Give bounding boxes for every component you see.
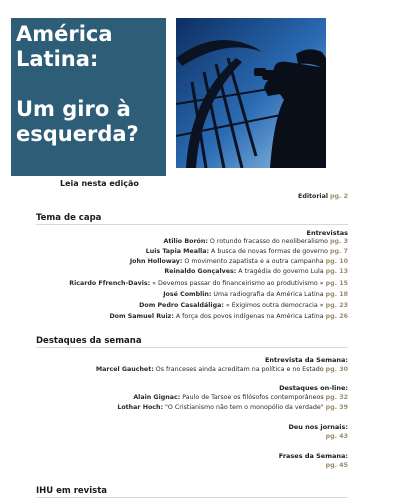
page-number: pg. 39 <box>325 404 348 411</box>
toc-title: A força dos povos indígenas na América Latina <box>173 313 326 320</box>
toc-entry[interactable] <box>69 280 348 288</box>
cover-title-line: Latina: <box>16 47 99 71</box>
edition-label: Leia nesta edição <box>60 179 139 188</box>
toc-entry[interactable] <box>164 268 348 276</box>
toc-author: Dom Samuel Ruiz: <box>109 313 174 320</box>
subsection-deu-nos-jornais: Deu nos jornais: <box>288 423 348 431</box>
toc-title: « Devemos passar do financeirismo ao produtivismo » <box>150 280 326 287</box>
editorial-label: Editorial <box>298 193 328 200</box>
section-heading-tema: Tema de capa <box>36 213 102 223</box>
toc-title: Os franceses ainda acreditam na política e no Estado <box>153 366 326 373</box>
cover-title <box>16 22 166 147</box>
subsection-entrevistas: Entrevistas <box>306 229 348 237</box>
toc-author: Reinaldo Gonçalves: <box>164 268 237 275</box>
page-number: pg. 10 <box>325 258 348 265</box>
editorial-entry[interactable] <box>298 193 348 201</box>
page-number: pg. 2 <box>330 193 348 200</box>
toc-entry[interactable] <box>163 238 348 246</box>
page-number: pg. 26 <box>325 313 348 320</box>
page-number[interactable]: pg. 43 <box>325 433 348 440</box>
section-heading-ihu: IHU em revista <box>36 486 107 496</box>
page-number: pg. 18 <box>325 291 348 298</box>
toc-title: « Exigimos outra democracia » <box>223 302 326 309</box>
toc-entry[interactable] <box>163 291 348 299</box>
toc-title: Paulo de Tarsoe os filósofos contemporâneos <box>180 394 326 401</box>
toc-entry[interactable] <box>96 366 348 374</box>
page-number: pg. 3 <box>330 238 348 245</box>
cover-title-line: esquerda? <box>16 122 139 146</box>
toc-entry[interactable] <box>117 404 348 412</box>
subsection-frases-semana: Frases da Semana: <box>278 452 348 460</box>
page-number[interactable]: pg. 45 <box>325 462 348 469</box>
section-heading-destaques: Destaques da semana <box>36 336 142 346</box>
page-number: pg. 32 <box>325 394 348 401</box>
toc-title: "O Cristianismo não tem o monopólio da verdade" <box>163 404 326 411</box>
cover-photo-image <box>176 18 326 168</box>
toc-author: Luis Tapia Mealla: <box>145 248 210 255</box>
toc-author: Ricardo Ffrench-Davis: <box>69 280 151 287</box>
toc-entry[interactable] <box>146 248 348 256</box>
page-number: pg. 7 <box>330 248 348 255</box>
cover-title-line: Um giro à <box>16 97 131 121</box>
subsection-destaques-online: Destaques on-line: <box>279 384 348 392</box>
section-divider <box>36 497 348 498</box>
toc-title: Uma radiografia da América Latina <box>211 291 326 298</box>
toc-entry[interactable] <box>130 258 348 266</box>
toc-author: José Comblin: <box>163 291 212 298</box>
section-divider <box>36 347 348 348</box>
toc-title: A tragédia do governo Lula <box>236 268 326 275</box>
toc-title: O rotundo fracasso do neoliberalismo <box>207 238 331 245</box>
toc-author: Alain Gignac: <box>133 394 181 401</box>
cover-title-spacer <box>16 72 166 97</box>
toc-entry[interactable] <box>109 313 348 321</box>
page-number: pg. 15 <box>325 280 348 287</box>
toc-entry[interactable] <box>133 394 348 402</box>
toc-title: O movimento zapatista e a outra campanha <box>182 258 326 265</box>
toc-author: Atilio Borón: <box>163 238 208 245</box>
toc-author: Lothar Hoch: <box>117 404 164 411</box>
toc-author: Dom Pedro Casaldáliga: <box>139 302 224 309</box>
cover-title-line: América <box>16 22 113 46</box>
toc-entry[interactable] <box>139 302 348 310</box>
cover-photo <box>176 18 326 168</box>
toc-author: John Holloway: <box>129 258 183 265</box>
page-number: pg. 30 <box>325 366 348 373</box>
toc-title: A busca de novas formas de governo <box>209 248 331 255</box>
section-divider <box>36 224 348 225</box>
page-number: pg. 13 <box>325 268 348 275</box>
toc-author: Marcel Gauchet: <box>95 366 154 373</box>
subsection-entrevista-semana: Entrevista da Semana: <box>264 356 348 364</box>
page-number: pg. 23 <box>325 302 348 309</box>
